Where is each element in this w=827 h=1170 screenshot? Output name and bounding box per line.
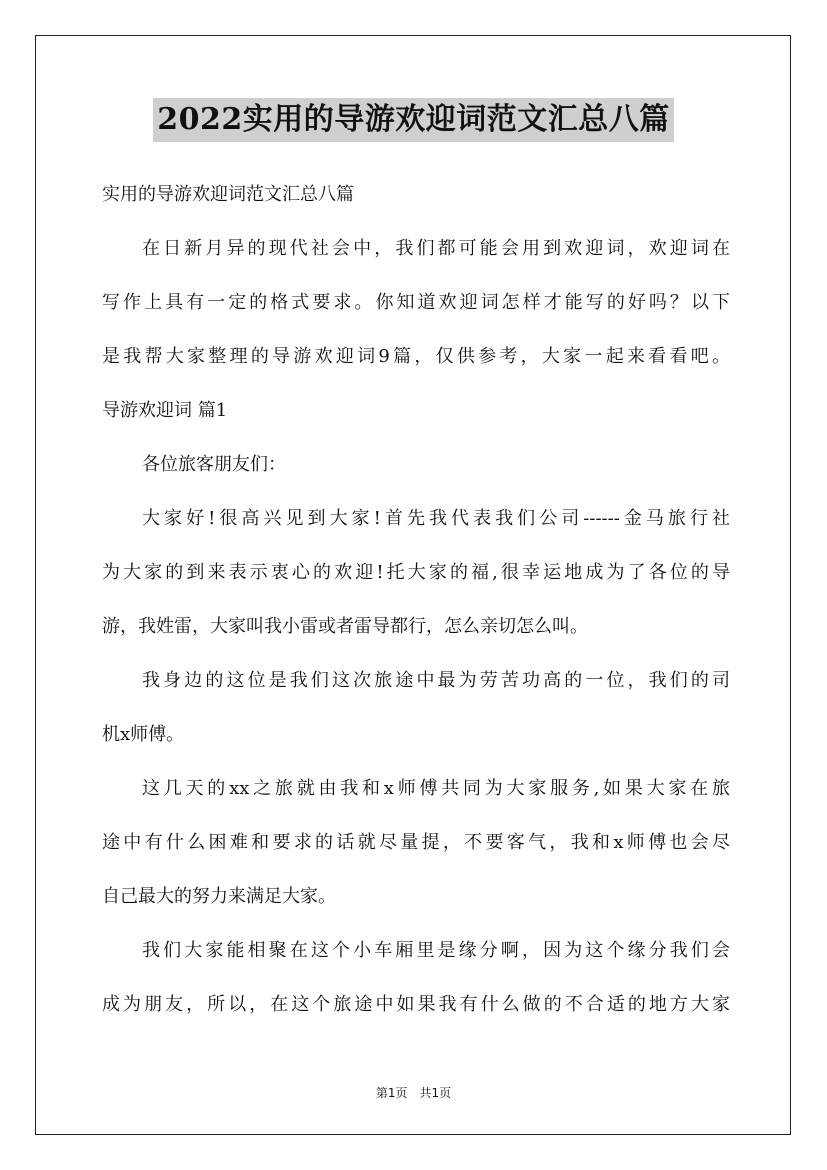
text-line: 为大家的到来表示衷心的欢迎!托大家的福,很幸运地成为了各位的导: [102, 562, 730, 583]
document-title: 2022实用的导游欢迎词范文汇总八篇: [153, 98, 674, 142]
text-line: 是我帮大家整理的导游欢迎词9篇，仅供参考，大家一起来看看吧。: [102, 346, 730, 367]
document-title-wrap: [0, 98, 827, 142]
text-line: 这几天的xx之旅就由我和x师傅共同为大家服务,如果大家在旅: [142, 778, 730, 799]
text-line: 成为朋友，所以，在这个旅途中如果我有什么做的不合适的地方大家: [102, 994, 730, 1015]
text-line: 我身边的这位是我们这次旅途中最为劳苦功高的一位，我们的司: [142, 670, 730, 691]
text-line: 机x师傅。: [102, 724, 185, 745]
text-line: 自己最大的努力来满足大家。: [102, 886, 336, 907]
text-line: 写作上具有一定的格式要求。你知道欢迎词怎样才能写的好吗？以下: [102, 292, 730, 313]
section-heading: 导游欢迎词 篇1: [102, 400, 228, 421]
text-line: 大家好!很高兴见到大家!首先我代表我们公司------金马旅行社: [142, 508, 730, 529]
text-line: 各位旅客朋友们：: [142, 454, 286, 475]
text-line: 途中有什么困难和要求的话就尽量提，不要客气，我和x师傅也会尽: [102, 832, 730, 853]
subtitle-line: 实用的导游欢迎词范文汇总八篇: [102, 184, 354, 205]
text-line: 我们大家能相聚在这个小车厢里是缘分啊，因为这个缘分我们会: [142, 940, 730, 961]
page-number: 第1页 共1页: [375, 1086, 452, 1100]
text-line: 游，我姓雷，大家叫我小雷或者雷导都行，怎么亲切怎么叫。: [102, 616, 588, 637]
text-line: 在日新月异的现代社会中，我们都可能会用到欢迎词，欢迎词在: [142, 238, 730, 259]
